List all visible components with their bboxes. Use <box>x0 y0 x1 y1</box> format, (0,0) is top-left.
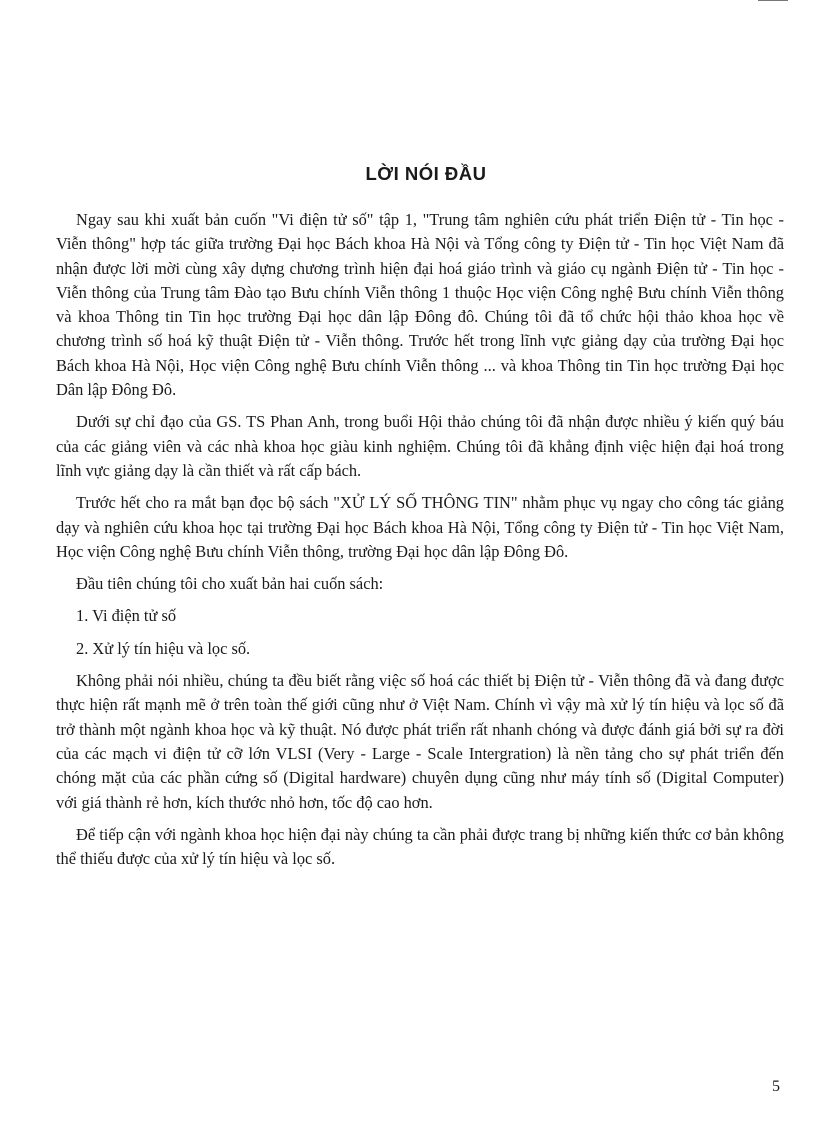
paragraph-conclusion: Để tiếp cận với ngành khoa học hiện đại này chúng ta cần phải được trang bị những kiến thức cơ bản không thể thiếu được của xử lý tín hiệu và lọc số. <box>56 824 784 869</box>
page-title: LỜI NÓI ĐẦU <box>365 163 487 184</box>
paragraph-intro: Ngay sau khi xuất bản cuốn "Vi điện tử số" tập 1, "Trung tâm nghiên cứu phát triển Điện tử - Tin học - Viễn thông" hợp tác giữa trường Đại học Bách khoa Hà Nội và Tổng công ty Điện tử - Tin học Việt Nam đã nhận được lời mời cùng xây dựng chương trình hiện đại hoá giáo trình và giáo cụ ngành Điện tử - Tin học - Viễn thông của Trung tâm Đào tạo Bưu chính Viễn thông 1 thuộc Học viện Công nghệ Bưu chính Viễn thông và khoa Thông tin Tin học trường Đại học dân lập Đông đô. Chúng tôi đã tổ chức hội thảo khoa học về chương trình số hoá kỹ thuật Điện tử - Viễn thông. Trước hết trong lĩnh vực giảng dạy của trường Đại học Bách khoa Hà Nội, Học viện Công nghệ Bưu chính Viễn thông ... và khoa Thông tin Tin học trường Đại học Dân lập Đông Đô. <box>56 210 784 400</box>
paragraph-book-series: Trước hết cho ra mắt bạn đọc bộ sách "XỬ LÝ SỐ THÔNG TIN" nhằm phục vụ ngay cho công tác giảng dạy và nghiên cứu khoa học tại trường Đại học Bách khoa Hà Nội, Tổng công ty Điện tử - Tin học Việt Nam, Học viện Công nghệ Bưu chính Viễn thông, trường Đại học dân lập Đông Đô. <box>56 493 784 561</box>
paragraph-workshop: Dưới sự chỉ đạo của GS. TS Phan Anh, trong buổi Hội thảo chúng tôi đã nhận được nhiều ý kiến quý báu của các giảng viên và các nhà khoa học giàu kinh nghiệm. Chúng tôi đã khẳng định việc hiện đại hoá trong lĩnh vực giảng dạy là cần thiết và rất cấp bách. <box>56 412 784 480</box>
page-number: 5 <box>772 1078 780 1095</box>
list-item-book-1: 1. Vi điện tử số <box>76 606 177 626</box>
document-page <box>56 160 784 879</box>
scan-corner-mark <box>758 0 788 4</box>
list-item-book-2: 2. Xử lý tín hiệu và lọc số. <box>76 638 251 658</box>
paragraph-first-books: Đầu tiên chúng tôi cho xuất bản hai cuốn sách: <box>76 574 384 594</box>
paragraph-digitization: Không phải nói nhiều, chúng ta đều biết rằng việc số hoá các thiết bị Điện tử - Viễn thông đã và đang được thực hiện rất mạnh mẽ ở trên toàn thế giới cũng như ở Việt Nam. Chính vì vậy mà xử lý tín hiệu và lọc số đã trở thành một ngành khoa học và kỹ thuật. Nó được phát triển rất nhanh chóng và được đánh giá bởi sự ra đời của các mạch vi điện tử cỡ lớn VLSI (Very - Large - Scale Intergration) là nền tảng cho sự phát triển đến chóng mặt của các phần cứng số (Digital hardware) chuyên dụng cũng như máy tính số (Digital Computer) với giá thành rẻ hơn, kích thước nhỏ hơn, tốc độ cao hơn. <box>56 671 784 812</box>
